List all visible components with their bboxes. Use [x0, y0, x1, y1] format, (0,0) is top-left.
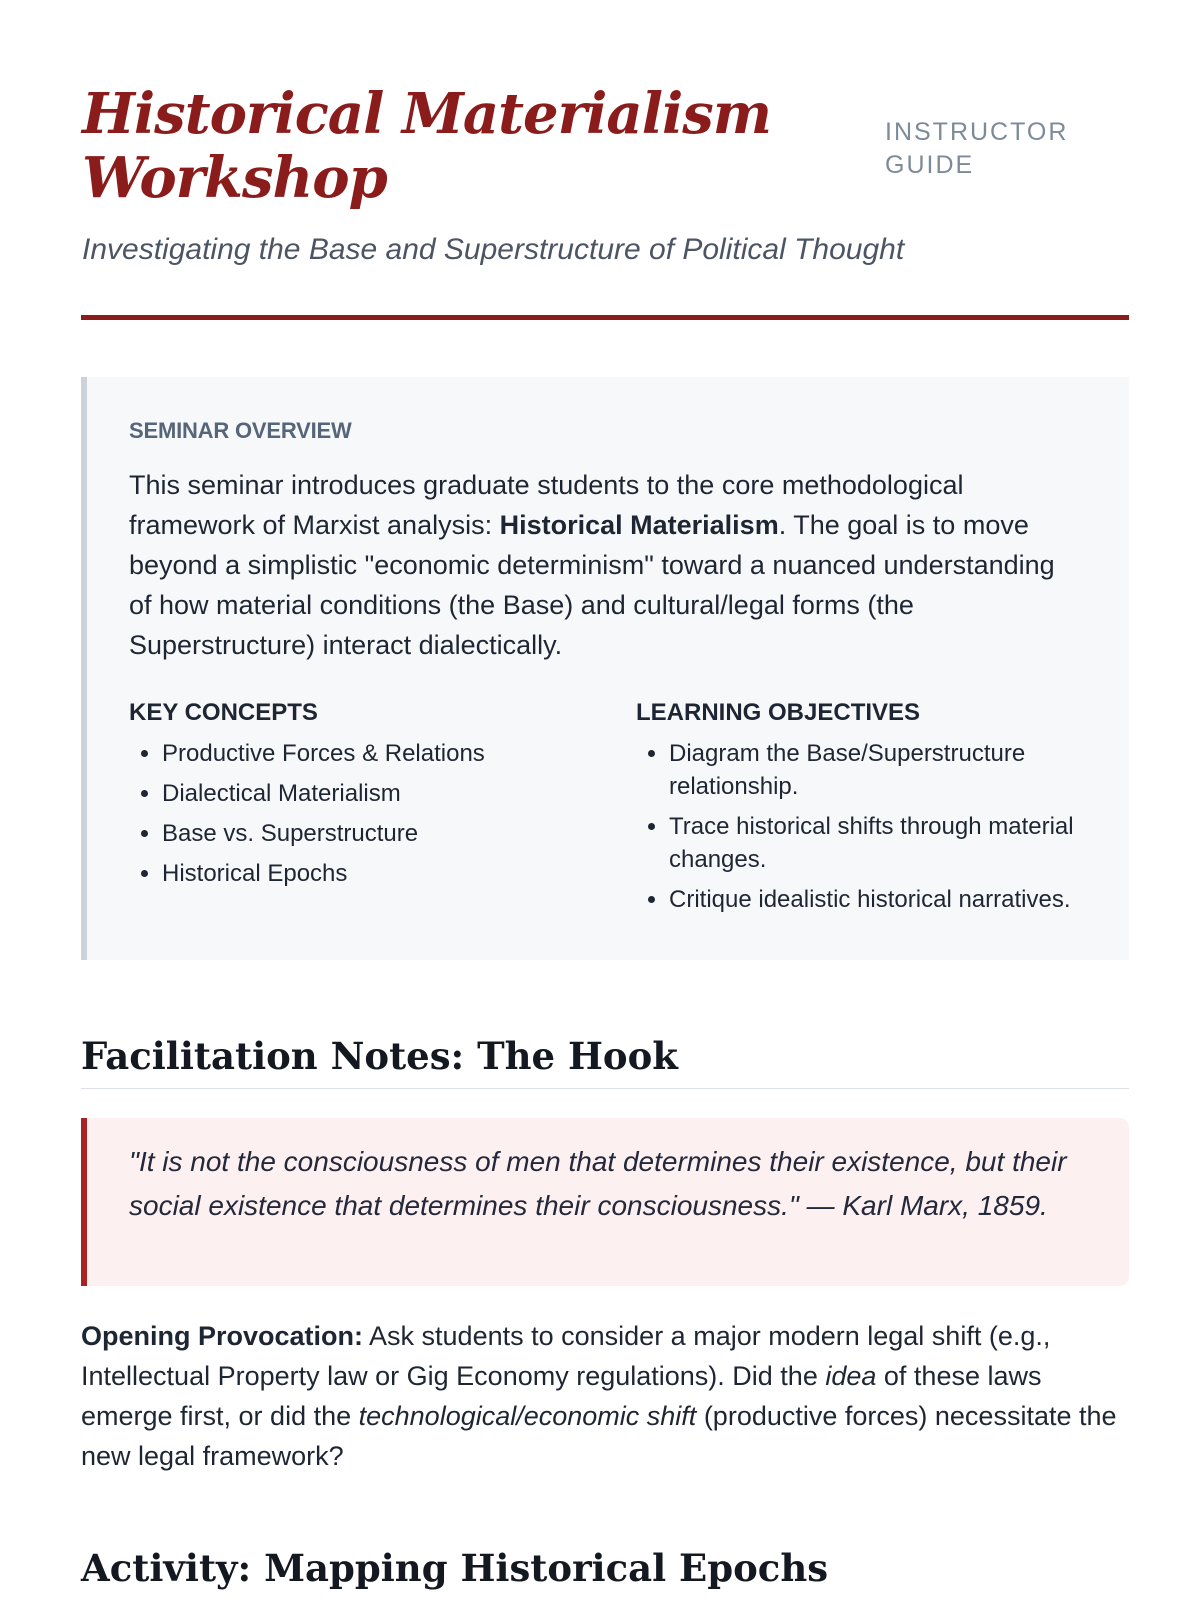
learning-objectives-heading: LEARNING OBJECTIVES [636, 699, 921, 726]
provocation-text: of these laws emerge first, or did the [81, 1361, 1042, 1431]
provocation-text: Ask students to consider a major modern legal shift (e.g., Intellectual Property law or Gig Economy regulations). Did the [81, 1321, 1051, 1391]
list-item: • Base vs. Superstructure [162, 817, 599, 850]
document-type-label: INSTRUCTOR GUIDE [885, 118, 1069, 179]
list-item: • Historical Epochs [162, 857, 599, 890]
learning-objectives-list [636, 737, 1106, 916]
activity-section-heading: Activity: Mapping Historical Epochs [81, 1546, 829, 1590]
seminar-overview-panel [81, 377, 1129, 960]
overview-bold-term: Historical Materialism [499, 510, 779, 540]
hook-section-heading: Facilitation Notes: The Hook [81, 1034, 678, 1078]
learning-objectives-column [636, 699, 1106, 923]
document-title: Historical Materialism Workshop [82, 81, 772, 211]
list-item: • Critique idealistic historical narratives. [669, 883, 1106, 916]
list-item: • Diagram the Base/Superstructure relationship. [669, 737, 1106, 803]
key-concepts-list [129, 737, 599, 890]
key-concepts-heading: KEY CONCEPTS [129, 699, 318, 726]
section-divider [81, 1088, 1129, 1089]
provocation-emphasis: idea [825, 1361, 877, 1391]
list-item: • Dialectical Materialism [162, 777, 599, 810]
marx-quote-text: "It is not the consciousness of men that determines their existence, but their social existence that determines their consciousness." — Karl Marx, 1859. [129, 1146, 1067, 1221]
overview-text-start: This seminar introduces graduate students to the core methodological framework of Marxist analysis: [129, 470, 964, 540]
provocation-emphasis: technological/economic shift [358, 1401, 697, 1431]
marx-quote-box [81, 1118, 1129, 1286]
list-item: • Trace historical shifts through material changes. [669, 810, 1106, 876]
document-header [82, 81, 1132, 266]
overview-text-end: . The goal is to move beyond a simplistic "economic determinism" toward a nuanced understanding of how material conditions (the Base) and cultural/legal forms (the Superstructure) interact dialectically. [129, 510, 1055, 660]
opening-provocation [81, 1316, 1131, 1476]
provocation-label: Opening Provocation: [81, 1321, 364, 1351]
overview-text [129, 465, 1079, 665]
provocation-text: (productive forces) necessitate the new legal framework? [81, 1401, 1117, 1471]
list-item: • Productive Forces & Relations [162, 737, 599, 770]
title-divider [81, 315, 1129, 320]
key-concepts-column [129, 699, 599, 897]
overview-label: SEMINAR OVERVIEW [129, 418, 352, 443]
document-subtitle: Investigating the Base and Superstructure of Political Thought [82, 233, 905, 266]
